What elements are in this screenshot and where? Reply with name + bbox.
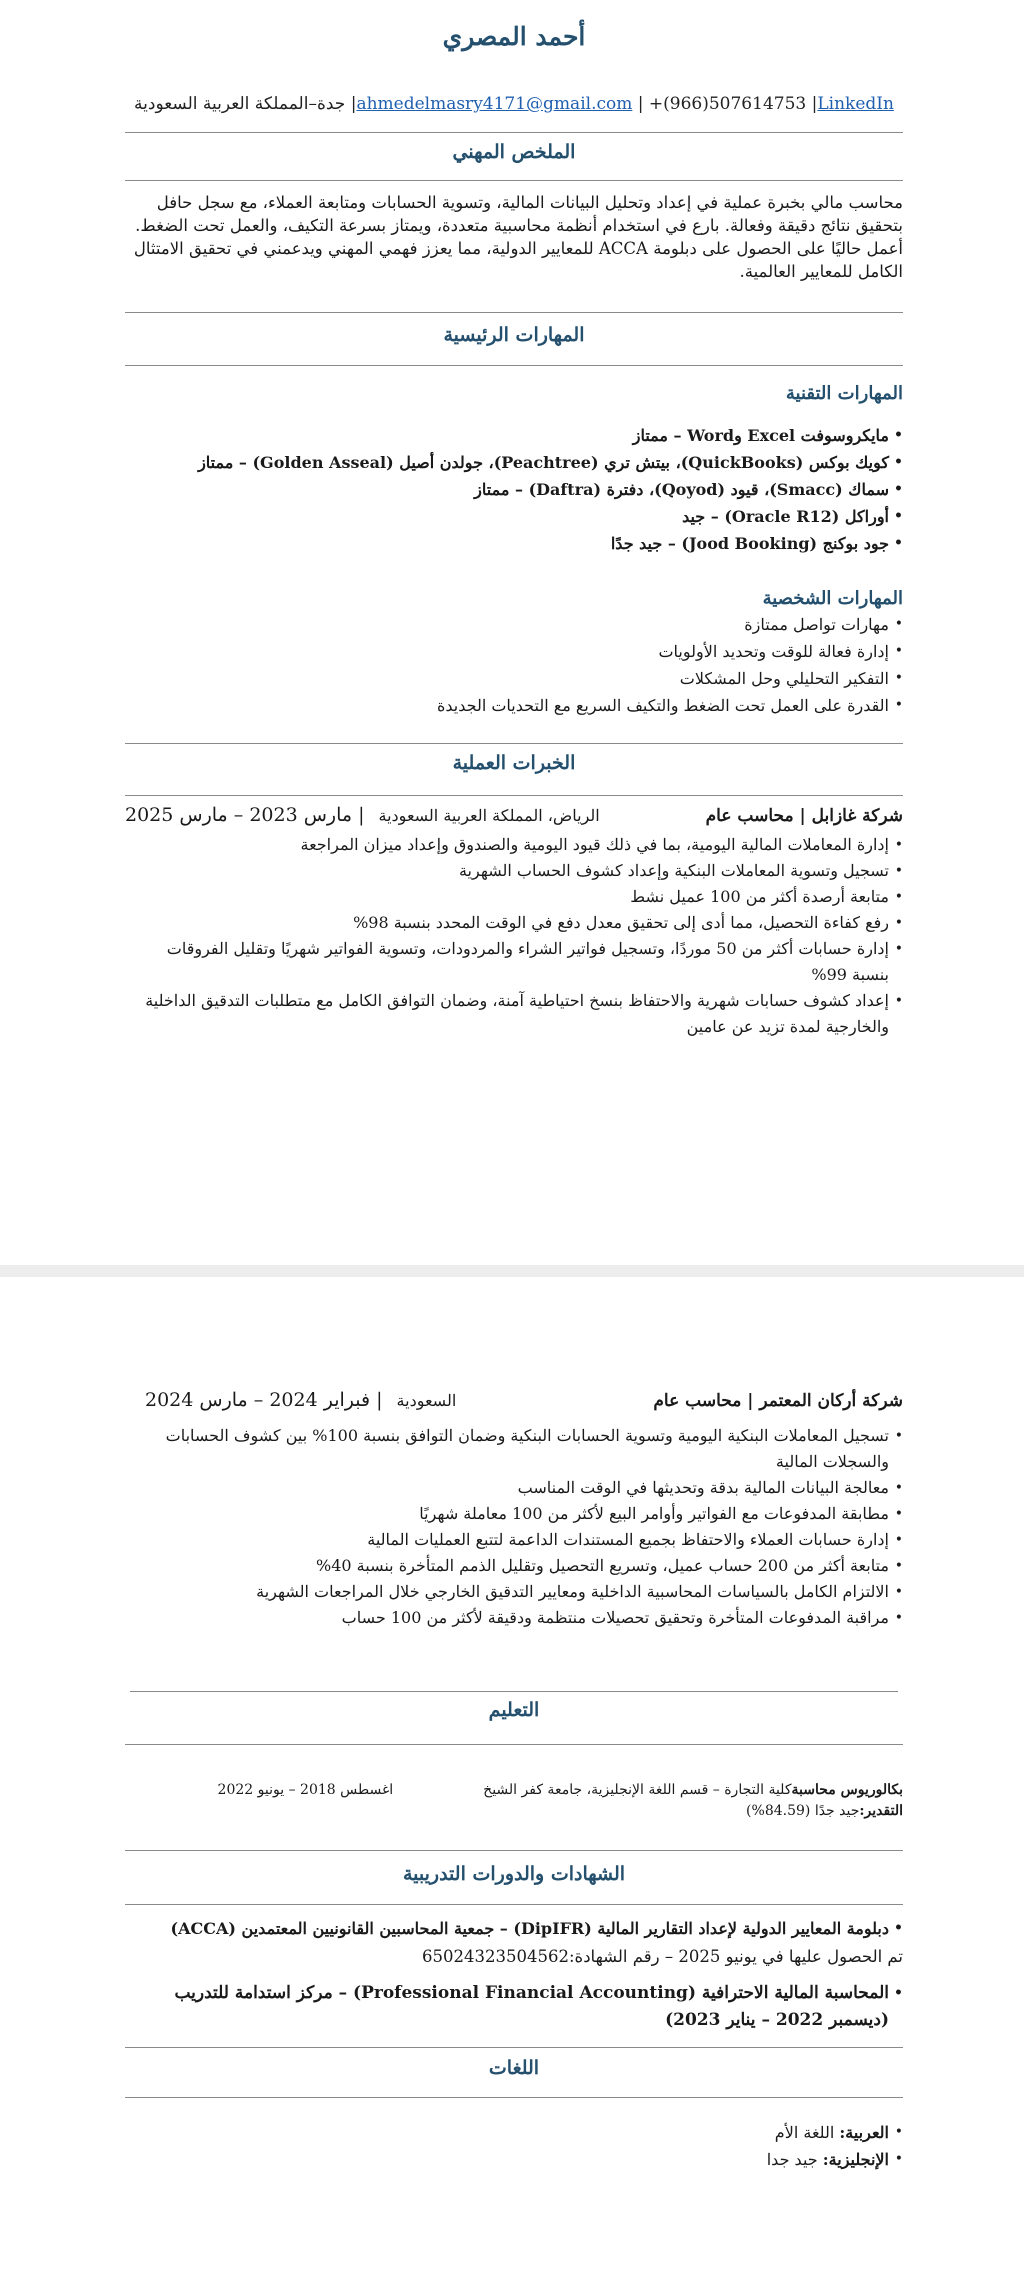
job-location: الرياض، المملكة العربية السعودية: [378, 806, 600, 825]
job-company: شركة غازابل | محاسب عام: [705, 806, 903, 826]
job-duties: [125, 1423, 903, 1631]
summary-line: أعمل حاليًا على الحصول على دبلومة ACCA للمعايير الدولية، مما يعزز فهمي المهني ويدعمني في تحقيق الامتثال: [133, 239, 903, 258]
list-item: • مراقبة المدفوعات المتأخرة وتحقيق تحصيلات منتظمة ودقيقة لأكثر من 100 حساب: [125, 1605, 903, 1631]
header: [125, 22, 903, 51]
summary-heading-box: [125, 141, 903, 163]
phone-text: +(966)507614753: [648, 94, 807, 114]
list-item: • مطابقة المدفوعات مع الفواتير وأوامر البيع لأكثر من 100 معاملة شهريًا: [125, 1501, 903, 1527]
job-entry-2: [125, 1389, 903, 1631]
certifications-heading: الشهادات والدورات التدريبية: [402, 1863, 626, 1885]
experience-heading-box: [125, 752, 903, 774]
divider: [125, 180, 903, 181]
language-name: العربية:: [839, 2123, 889, 2142]
contact-line: جدة–المملكة العربية السعودية |ahmedelmasry4171@gmail.com | +(966)507614753 |LinkedIn: [134, 94, 894, 114]
certification-title: • دبلومة المعايير الدولية لإعداد التقارير المالية (DipIFR) – جمعية المحاسبين القانونيين المعتمدين (ACCA): [125, 1915, 903, 1942]
list-item: • الالتزام الكامل بالسياسات المحاسبية الداخلية ومعايير التدقيق الخارجي خلال المراجعات الشهرية: [125, 1579, 903, 1605]
list-item: • معالجة البيانات المالية بدقة وتحديثها في الوقت المناسب: [125, 1475, 903, 1501]
list-item: • متابعة أرصدة أكثر من 100 عميل نشط: [125, 884, 903, 910]
list-item: • إدارة حسابات أكثر من 50 موردًا، وتسجيل فواتير الشراء والمردودات، وتسوية الفواتير شهريًا وتقليل الفروقات بنسبة 99%: [125, 936, 903, 988]
job-duties: [125, 832, 903, 1040]
list-item: • إدارة حسابات العملاء والاحتفاظ بجميع المستندات الداعمة لتتبع العمليات المالية: [125, 1527, 903, 1553]
grade-label: التقدير:: [859, 1803, 903, 1819]
language-level: جيد جدا: [766, 2150, 823, 2169]
resume-page-2: [0, 1277, 1024, 2275]
divider: [125, 312, 903, 313]
divider: [125, 1744, 903, 1745]
divider: [125, 2097, 903, 2098]
institution-name: كلية التجارة – قسم اللغة الإنجليزية، جامعة كفر الشيخ: [483, 1782, 792, 1798]
job-entry-1: [125, 804, 903, 1040]
personal-skills: [125, 588, 903, 719]
page-break: [0, 1265, 1024, 1277]
certification-title: • المحاسبة المالية الاحترافية (Professional Financial Accounting) – مركز استدامة للتدريب (ديسمبر 2022 – يناير 2023): [125, 1980, 903, 2034]
technical-skills-heading: المهارات التقنية: [785, 383, 903, 404]
list-item: • إعداد كشوف حسابات شهرية والاحتفاظ بنسخ احتياطية آمنة، وضمان التوافق الكامل مع متطلبات التدقيق الداخلية والخارجية لمدة تزيد عن عامين: [125, 988, 903, 1040]
job-location: السعودية: [396, 1391, 457, 1410]
education-row: [125, 1782, 903, 1798]
list-item: • القدرة على العمل تحت الضغط والتكيف السريع مع التحديات الجديدة: [125, 692, 903, 719]
list-item: • تسجيل المعاملات البنكية اليومية وتسوية الحسابات البنكية وضمان التوافق بنسبة 100% بين كشوف الحسابات والسجلات المالية: [125, 1423, 903, 1475]
summary-heading: الملخص المهني: [452, 141, 576, 163]
language-level: اللغة الأم: [774, 2123, 840, 2142]
technical-skills-list: [125, 422, 903, 557]
divider: [125, 2047, 903, 2048]
divider: [125, 1904, 903, 1905]
list-item: • إدارة المعاملات المالية اليومية، بما في ذلك قيود اليومية والصندوق وإعداد ميزان المراجعة: [125, 832, 903, 858]
grade-row: [125, 1803, 903, 1819]
language-item: [125, 2146, 903, 2173]
language-item: [125, 2119, 903, 2146]
job-dates: | مارس 2023 – مارس 2025: [125, 804, 365, 826]
candidate-name: أحمد المصري: [442, 22, 586, 51]
list-item: • إدارة فعالة للوقت وتحديد الأولويات: [125, 638, 903, 665]
list-item: • رفع كفاءة التحصيل، مما أدى إلى تحقيق معدل دفع في الوقت المحدد بنسبة 98%: [125, 910, 903, 936]
list-item: • سماك (Smacc)، قيود (Qoyod)، دفترة (Daftra) – ممتاز: [125, 476, 903, 503]
email-link[interactable]: ahmedelmasry4171@gmail.com: [356, 94, 633, 114]
job-header: [125, 804, 903, 826]
divider: [125, 132, 903, 133]
list-item: • أوراكل (Oracle R12) – جيد: [125, 503, 903, 530]
list-item: • تسجيل وتسوية المعاملات البنكية وإعداد كشوف الحساب الشهرية: [125, 858, 903, 884]
certification-note: تم الحصول عليها في يونيو 2025 – رقم الشهادة:65024323504562: [422, 1947, 903, 1966]
languages-heading-box: [125, 2057, 903, 2079]
job-dates: | فبراير 2024 – مارس 2024: [145, 1389, 383, 1411]
certifications-items: [125, 1915, 903, 1942]
technical-skills: [125, 383, 903, 557]
list-item: • مايكروسوفت Excel وWord – ممتاز: [125, 422, 903, 449]
list-item: • متابعة أكثر من 200 حساب عميل، وتسريع التحصيل وتقليل الذمم المتأخرة بنسبة 40%: [125, 1553, 903, 1579]
job-header: [125, 1389, 903, 1411]
summary-line: محاسب مالي بخبرة عملية في إعداد وتحليل البيانات المالية، وتسوية الحسابات ومتابعة العملاء، مع سجل حافل: [156, 193, 903, 212]
divider: [125, 365, 903, 366]
summary-line: بتحقيق نتائج دقيقة وفعالة. بارع في استخدام أنظمة محاسبية متعددة، ويمتاز بسرعة التكيف، والعمل تحت الضغط.: [135, 216, 903, 235]
grade-value: جيد جدًا (84.59%): [746, 1803, 860, 1819]
skills-heading: المهارات الرئيسية: [443, 324, 585, 346]
education-entry: [125, 1782, 903, 1819]
language-name: الإنجليزية:: [822, 2150, 889, 2169]
divider: [125, 1850, 903, 1851]
divider: [125, 795, 903, 796]
personal-skills-list: [125, 611, 903, 719]
certifications-list: [125, 1915, 903, 2034]
certifications-heading-box: [125, 1863, 903, 1885]
list-item: • التفكير التحليلي وحل المشكلات: [125, 665, 903, 692]
divider: [130, 1691, 898, 1692]
personal-skills-heading: المهارات الشخصية: [762, 588, 903, 609]
list-item: • جود بوكنج (Jood Booking) – جيد جدًا: [125, 530, 903, 557]
education-heading: التعليم: [488, 1699, 540, 1721]
job-company: شركة أركان المعتمر | محاسب عام: [653, 1391, 903, 1411]
languages-items: [125, 2119, 903, 2173]
degree-title: بكالوريوس محاسبة: [791, 1782, 903, 1798]
education-heading-box: [125, 1699, 903, 1721]
certifications-items: [125, 1980, 903, 2034]
linkedin-link[interactable]: LinkedIn: [817, 94, 894, 114]
divider: [125, 743, 903, 744]
languages-list: [125, 2119, 903, 2173]
experience-heading: الخبرات العملية: [452, 752, 576, 774]
education-dates: اغسطس 2018 – يونيو 2022: [217, 1782, 394, 1798]
summary-line: الكامل للمعايير العالمية.: [739, 262, 903, 281]
list-item: • مهارات تواصل ممتازة: [125, 611, 903, 638]
languages-heading: اللغات: [488, 2057, 540, 2079]
skills-heading-box: [125, 324, 903, 346]
location-text: جدة–المملكة العربية السعودية: [134, 94, 346, 114]
summary-section: [125, 191, 903, 283]
list-item: • كويك بوكس (QuickBooks)، بيتش تري (Peachtree)، جولدن أصيل (Golden Asseal) – ممتاز: [125, 449, 903, 476]
